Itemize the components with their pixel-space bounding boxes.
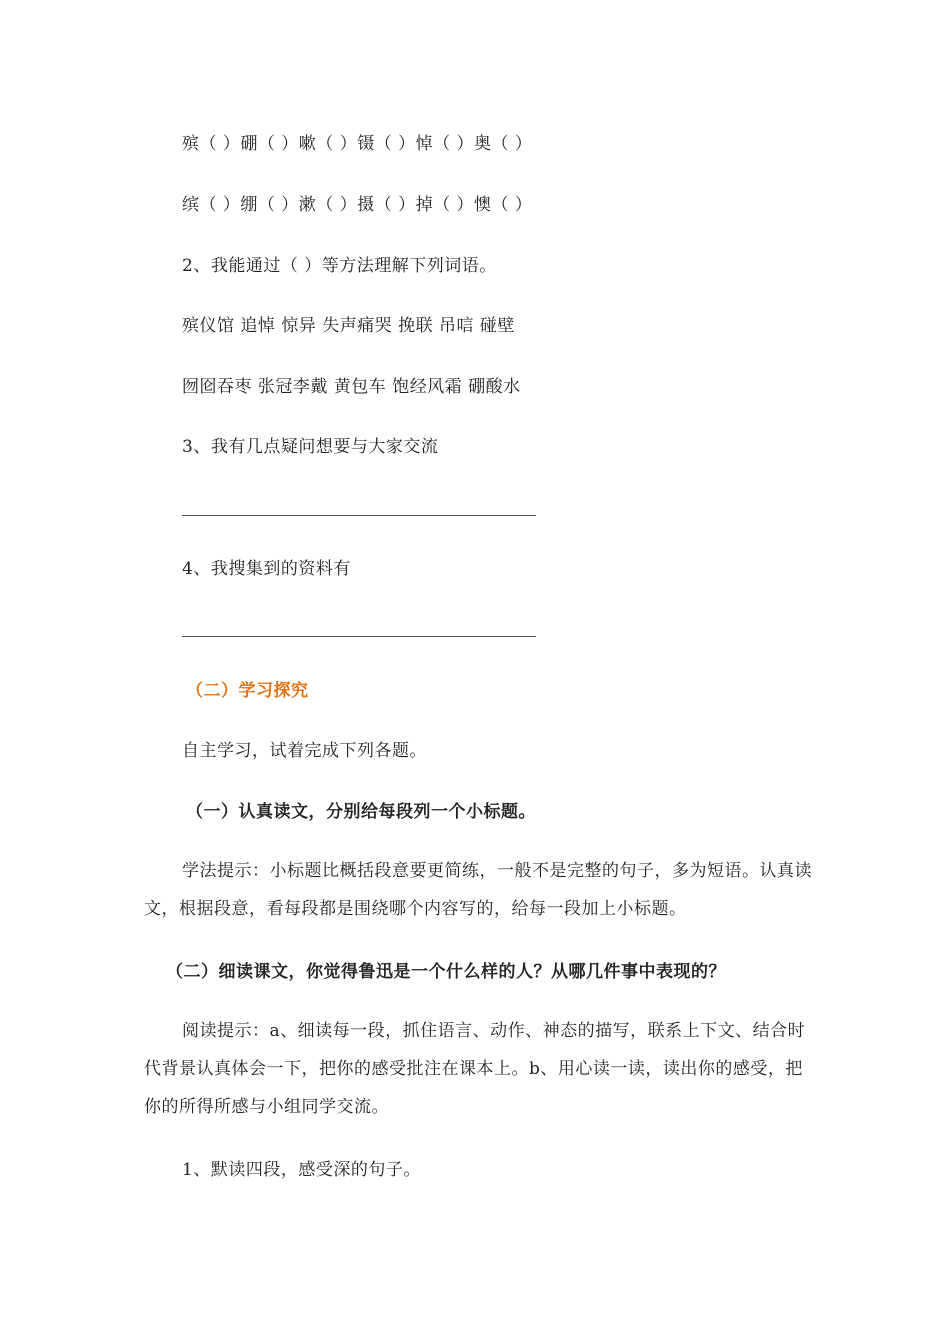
word-list-1: 殡仪馆 追悼 惊异 失声痛哭 挽联 吊唁 碰壁 <box>182 316 515 336</box>
intro-text: 自主学习，试着完成下列各题。 <box>182 741 427 761</box>
question-4: 4、我搜集到的资料有 <box>182 559 351 579</box>
answer-line-2 <box>182 636 536 637</box>
char-row-2: 缤（ ）绷（ ）漱（ ）摄（ ）掉（ ）懊（ ） <box>182 195 533 215</box>
question-2: 2、我能通过（ ）等方法理解下列词语。 <box>182 256 497 276</box>
answer-line-1 <box>182 515 536 516</box>
task-2-heading: （二）细读课文，你觉得鲁迅是一个什么样的人？从哪几件事中表现的？ <box>166 962 726 982</box>
section-heading: （二）学习探究 <box>186 681 309 701</box>
tip-1-paragraph: 学法提示：小标题比概括段意要更简练，一般不是完整的句子，多为短语。认真读文，根据段意，看每段都是围绕哪个内容写的，给每一段加上小标题。 <box>144 861 812 919</box>
char-row-1: 殡（ ）硼（ ）嗽（ ）镊（ ）悼（ ）奥（ ） <box>182 134 533 154</box>
question-3: 3、我有几点疑问想要与大家交流 <box>182 437 439 457</box>
question-1b: 1、默读四段，感受深的句子。 <box>182 1160 421 1180</box>
tip-2-paragraph: 阅读提示：a、细读每一段，抓住语言、动作、神态的描写，联系上下文、结合时代背景认真体会一下，把你的感受批注在课本上。b、用心读一读，读出你的感受，把你的所得所感与小组同学交流。 <box>144 1021 806 1117</box>
task-1-heading: （一）认真读文，分别给每段列一个小标题。 <box>186 802 536 822</box>
word-list-2: 囫囵吞枣 张冠李戴 黄包车 饱经风霜 硼酸水 <box>182 377 521 397</box>
